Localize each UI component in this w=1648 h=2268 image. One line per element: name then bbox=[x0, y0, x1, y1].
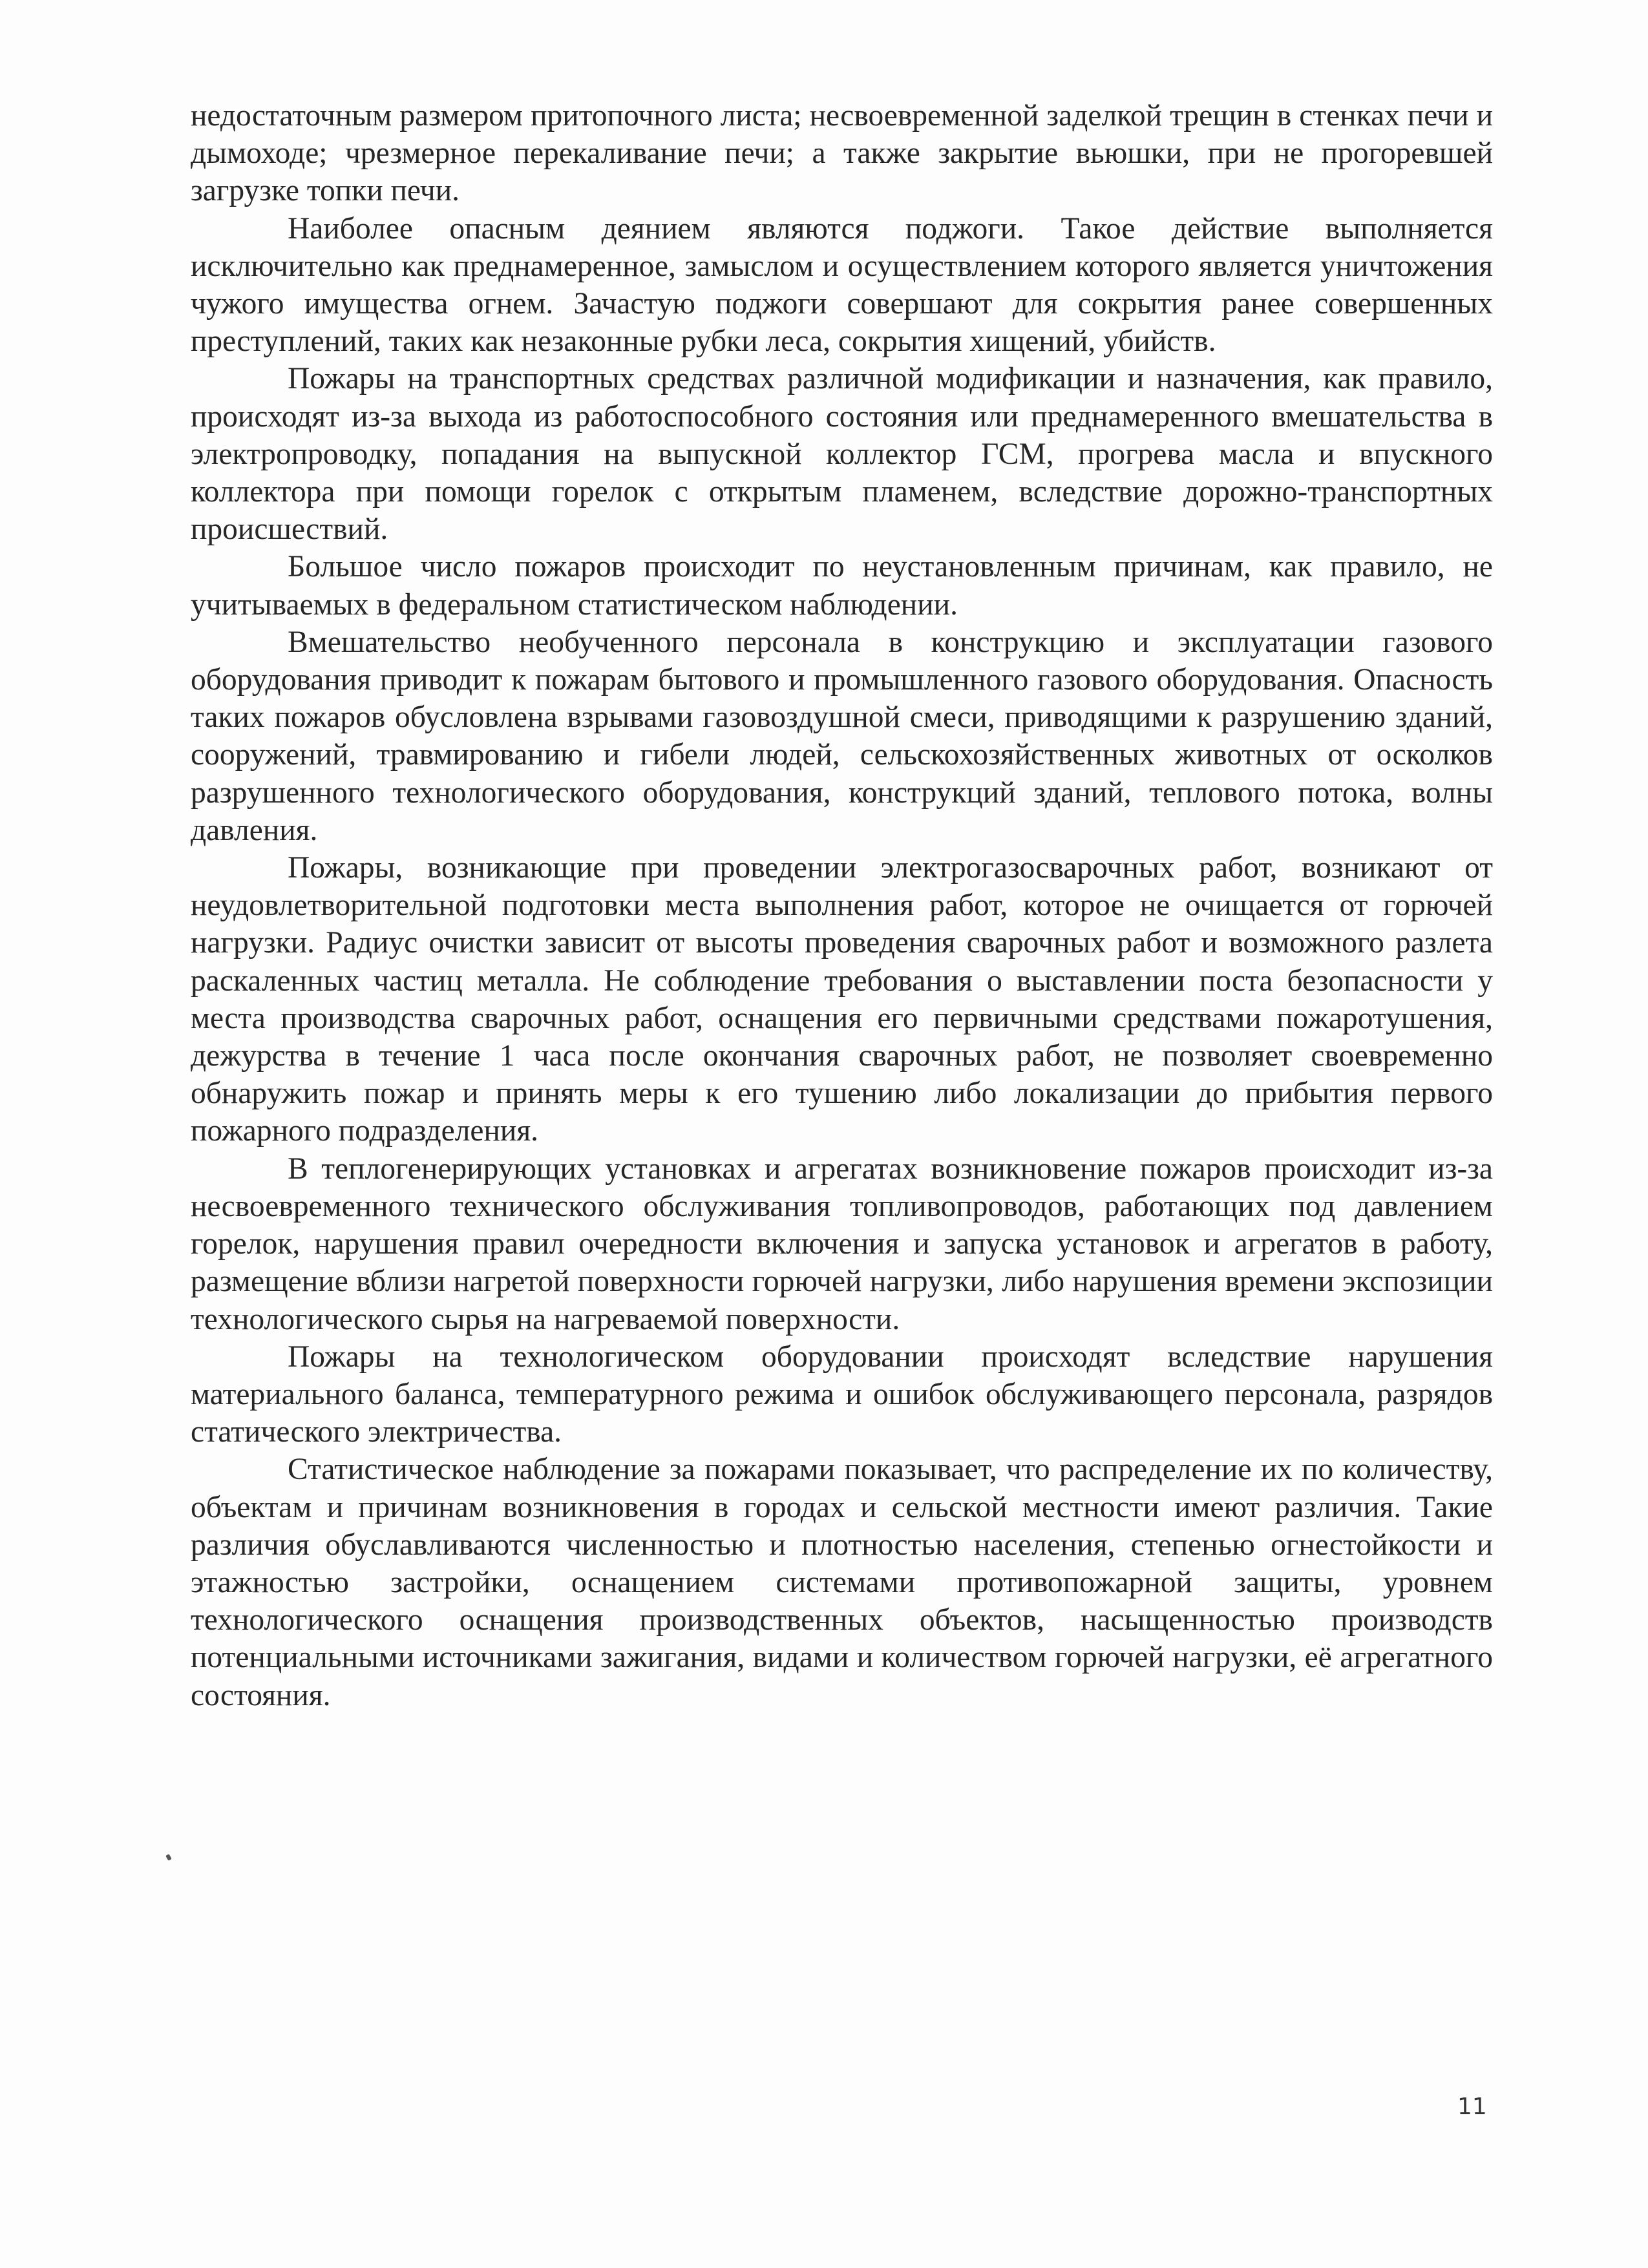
paragraph-gas-equipment: Вмешательство необученного персонала в конструкцию и эксплуатации газового оборудования приводит к пожарам бытового и промышленного газового оборудования. Опасность таких пожаров обусловлена взрывами газовоздушной смеси, приводящими к разрушению зданий, сооружений, травмированию и гибели людей, сельскохозяйственных животных от осколков разрушенного технологического оборудования, конструкций зданий, теплового потока, волны давления. bbox=[191, 625, 1493, 847]
paragraph-technological-equipment: Пожары на технологическом оборудовании происходят вследствие нарушения материального баланса, температурного режима и ошибок обслуживающего персонала, разрядов статического электричества. bbox=[191, 1339, 1493, 1449]
paragraph-unknown-causes: Большое число пожаров происходит по неустановленным причинам, как правило, не учитываемых в федеральном статистическом наблюдении. bbox=[191, 550, 1493, 622]
paragraph-welding: Пожары, возникающие при проведении электрогазосварочных работ, возникают от неудовлетворительной подготовки места выполнения работ, которое не очищается от горючей нагрузки. Радиус очистки зависит от высоты проведения сварочных работ и возможного разлета раскаленных частиц металла. Не соблюдение требования о выставлении поста безопасности у места производства сварочных работ, оснащения его первичными средствами пожаротушения, дежурства в течение 1 часа после окончания сварочных работ, не позволяет своевременно обнаружить пожар и принять меры к его тушению либо локализации до прибытия первого пожарного подразделения. bbox=[191, 851, 1493, 1148]
body-text bbox=[191, 97, 1493, 1714]
paragraph-arson: Наиболее опасным деянием являются поджоги. Такое действие выполняется исключительно как преднамеренное, замыслом и осуществлением которого является уничтожения чужого имущества огнем. Зачастую поджоги совершают для сокрытия ранее совершенных преступлений, таких как незаконные рубки леса, сокрытия хищений, убийств. bbox=[191, 211, 1493, 359]
paragraph-heat-generating: В теплогенерирующих установках и агрегатах возникновение пожаров происходит из-за несвоевременного технического обслуживания топливопроводов, работающих под давлением горелок, нарушения правил очередности включения и запуска установок и агрегатов в работу, размещение вблизи нагретой поверхности горючей нагрузки, либо нарушения времени экспозиции технологического сырья на нагреваемой поверхности. bbox=[191, 1151, 1493, 1336]
scan-speck bbox=[165, 1854, 172, 1861]
paragraph-statistics: Статистическое наблюдение за пожарами показывает, что распределение их по количеству, объектам и причинам возникновения в городах и сельской местности имеют различия. Такие различия обуславливаются численностью и плотностью населения, степенью огнестойкости и этажностью застройки, оснащением системами противопожарной защиты, уровнем технологического оснащения производственных объектов, насыщенностью производств потенциальными источниками зажигания, видами и количеством горючей нагрузки, её агрегатного состояния. bbox=[191, 1453, 1493, 1712]
paragraph-vehicle-fires: Пожары на транспортных средствах различной модификации и назначения, как правило, происходят из-за выхода из работоспособного состояния или преднамеренного вмешательства в электропроводку, попадания на выпускной коллектор ГСМ, прогрева масла и впускного коллектора при помощи горелок с открытым пламенем, вследствие дорожно-транспортных происшествий. bbox=[191, 362, 1493, 547]
paragraph-continuation: недостаточным размером притопочного листа; несвоевременной заделкой трещин в стенках печи и дымоходе; чрезмерное перекаливание печи; а также закрытие вьюшки, при не прогоревшей загрузке топки печи. bbox=[191, 99, 1493, 208]
page-number: 11 bbox=[1457, 2094, 1487, 2120]
